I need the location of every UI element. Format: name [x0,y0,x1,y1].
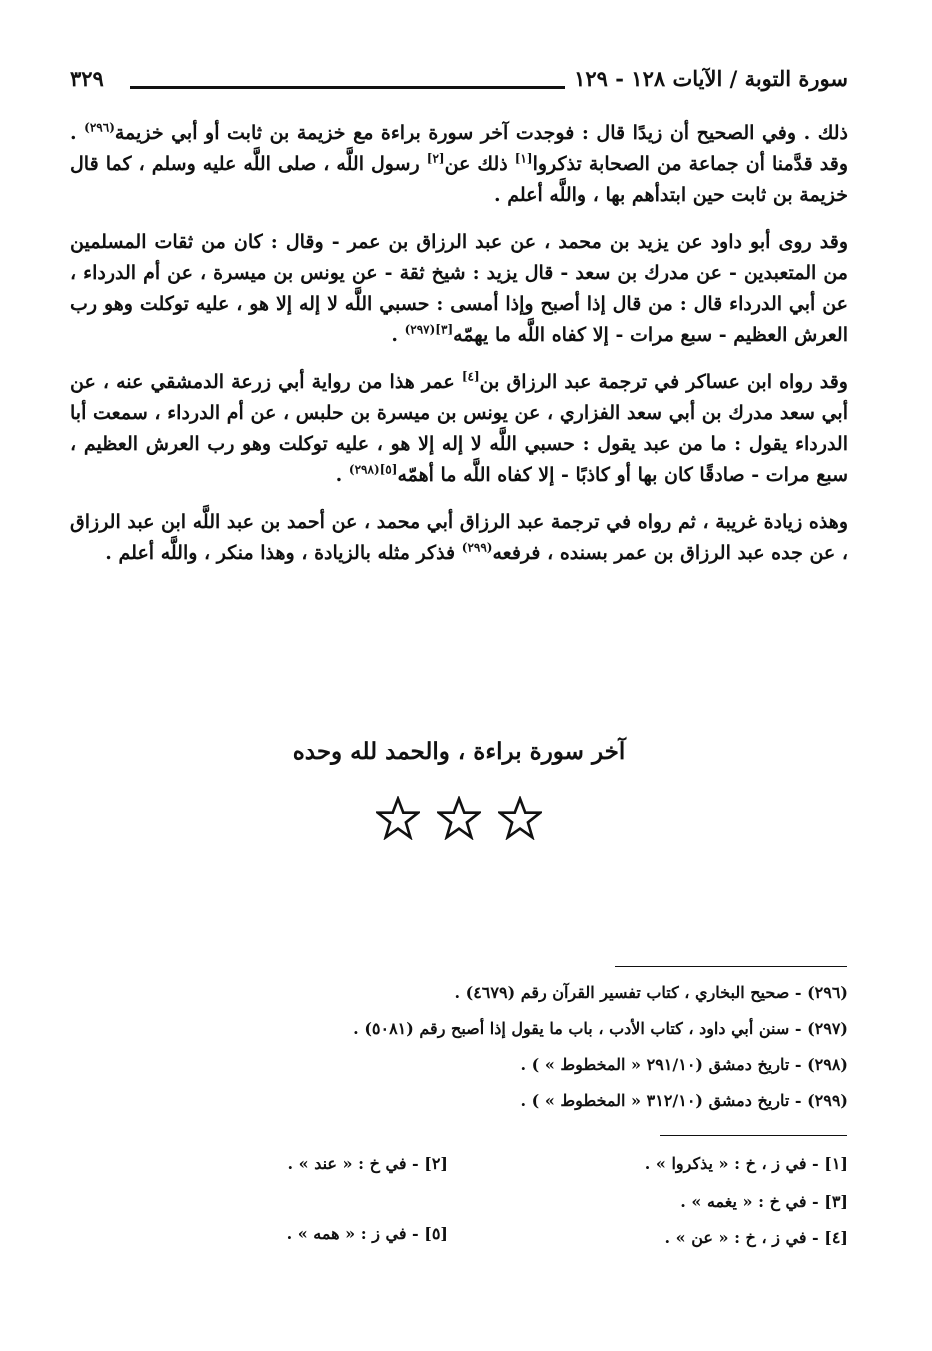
variant-ref: [١] [514,151,533,166]
paragraph-4 [70,507,848,569]
footnote-297: (٢٩٧) - سنن أبي داود ، كتاب الأدب ، باب ما يقول إذا أصبح رقم (٥٠٨١) . [353,1019,848,1038]
variant-ref: [٢] [426,151,445,166]
running-title: سورة التوبة / الآيات ١٢٨ - ١٢٩ [574,66,848,91]
footnote-ref: (٢٩٩) [461,540,493,555]
main-text [70,118,848,585]
paragraph-text: . [335,464,349,486]
page-header [70,60,848,100]
page-number: ٣٢٩ [70,66,104,91]
manuscript-variants [200,1148,848,1258]
footnote-ref: (٢٩٦) [84,120,115,135]
footnote-296: (٢٩٦) - صحيح البخاري ، كتاب تفسير القرآن رقم (٤٦٧٩) . [454,983,848,1002]
star-outline-icon [437,796,481,840]
star-outline-icon [498,796,542,840]
footnote-299: (٢٩٩) - تاريخ دمشق (٣١٢/١٠ « المخطوط » ) . [520,1091,848,1110]
paragraph-text: ذلك . وفي الصحيح أن زيدًا قال : فوجدت آخر سورة براءة مع خزيمة بن ثابت أو أبي خزيمة [114,122,849,144]
paragraph-text: . وقد قدَّمنا أن جماعة من الصحابة تذكروا [70,122,848,175]
variant-ref: [٤] [461,369,480,384]
paragraph-1 [70,118,848,211]
footnote-ref: [٥](٢٩٨) [348,462,398,477]
variant-note-5: [٥] - في ز : « همه » . [286,1224,448,1243]
footnote-298: (٢٩٨) - تاريخ دمشق (٢٩١/١٠ « المخطوط » ) . [520,1055,848,1074]
footnotes-divider [615,966,847,967]
paragraph-text: فذكر مثله بالزيادة ، وهذا منكر ، واللَّه أعلم . [105,542,462,564]
paragraph-text: وقد رواه ابن عساكر في ترجمة عبد الرزاق بن [479,371,848,393]
paragraph-text: وهذه زيادة غريبة ، ثم رواه في ترجمة عبد الرزاق أبي محمد ، عن أحمد بن عبد اللَّه ابن عبد الرزاق ، عن جده عبد الرزاق بن عمر بسنده ، فرفعه [70,511,848,564]
variant-note-3: [٣] - في خ : « يغمه » . [680,1192,848,1211]
footnote-ref: [٣](٢٩٧) [404,322,454,337]
paragraph-text: وقد روى أبو داود عن يزيد بن محمد ، عن عبد الرزاق بن عمر - وقال : كان من ثقات المسلمين من المتعبدين - عن مدرك بن سعد - قال يزيد : شيخ ثقة - عن يونس بن ميسرة ، عن أم الدرداء ، عن أبي الدرداء قال : من قال إذا أصبح وإذا أمسى : حسبي اللَّه لا إله إلا هو ، عليه توكلت وهو رب العرش العظيم - سبع مرات - إلا كفاه اللَّه ما يهمّه [70,231,848,346]
variant-note-4: [٤] - في ز ، خ : « عن » . [664,1228,848,1247]
variant-note-2: [٢] - في خ : « عند » . [287,1154,448,1173]
paragraph-3 [70,367,848,491]
paragraph-text: رسول اللَّه ، صلى اللَّه عليه وسلم ، كما قال خزيمة بن ثابت حين ابتدأهم بها ، واللَّه أعلم . [70,153,848,206]
surah-closing-line: آخر سورة براءة ، والحمد لله وحده [292,738,626,765]
paragraph-text: ذلك عن [444,153,515,175]
variant-note-1: [١] - في ز ، خ : « يذكروا » . [644,1154,848,1173]
paragraph-2 [70,227,848,351]
paragraph-text: . [391,324,405,346]
footnotes [200,975,848,1119]
ornament-stars [70,796,848,844]
paragraph-text: عمر هذا من رواية أبي زرعة الدمشقي عنه ، عن أبي سعد مدرك بن أبي سعد الفزاري ، عن يونس بن ميسرة بن حلبس ، عن أم الدرداء ، سمعت أبا الدرداء يقول : ما من عبد يقول : حسبي اللَّه لا إله إلا هو ، عليه توكلت وهو رب العرش العظيم ، سبع مرات - صادقًا كان بها أو كاذبًا - إلا كفاه اللَّه ما أهمّه [70,371,848,486]
star-outline-icon [376,796,420,840]
header-rule [130,86,565,89]
variants-divider [660,1135,847,1136]
